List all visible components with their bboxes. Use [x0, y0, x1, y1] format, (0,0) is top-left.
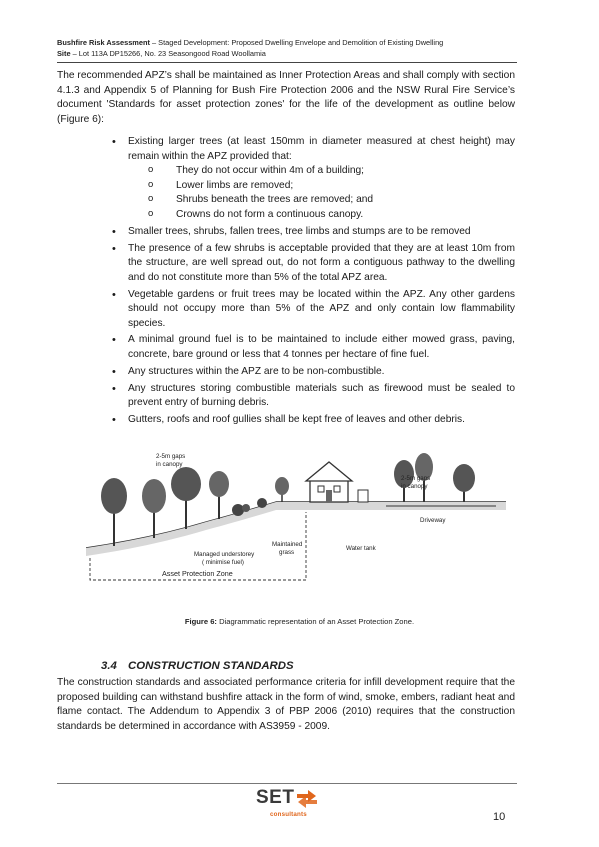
house-icon — [306, 462, 352, 502]
header-title-rest: – Staged Development: Proposed Dwelling Envelope and Demolition of Existing Dwelling — [149, 38, 444, 47]
logo-arrow-icon — [296, 790, 318, 808]
bullet-item: • Gutters, roofs and roof gullies shall be kept free of leaves and other debris. — [110, 413, 515, 428]
sub-bullet-item: o They do not occur within 4m of a building; — [128, 164, 515, 179]
caption-text: Diagrammatic representation of an Asset Protection Zone. — [216, 617, 415, 626]
shrub-icon — [257, 498, 267, 508]
apz-diagram — [86, 450, 506, 615]
apz-bullet-list — [110, 135, 515, 430]
label-understorey: Managed understorey — [194, 551, 255, 558]
header-line-2 — [57, 48, 517, 59]
header-site-bold: Site — [57, 49, 71, 58]
tree-icon — [142, 479, 166, 538]
tree-icon — [275, 477, 289, 502]
bullet-item: • Any structures within the APZ are to be non-combustible. — [110, 365, 515, 380]
water-tank-icon — [358, 490, 368, 502]
label-driveway: Driveway — [420, 517, 446, 524]
header-title-bold: Bushfire Risk Assessment — [57, 38, 150, 47]
tree-icon — [209, 471, 229, 519]
logo-subtitle: consultants — [270, 811, 307, 818]
caption-bold: Figure 6: — [184, 617, 217, 626]
label-grass: Maintained — [272, 541, 303, 548]
bullet-item: • Any structures storing combustible materials such as firewood must be sealed to prevent entry of burning debris. — [110, 382, 515, 411]
bullet-item: • Smaller trees, shrubs, fallen trees, tree limbs and stumps are to be removed — [110, 225, 515, 240]
shrub-icon — [232, 504, 244, 516]
sub-bullet-list — [128, 164, 515, 222]
figure-caption — [0, 617, 599, 626]
bullet-text: Existing larger trees (at least 150mm in diameter measured at chest height) may remain within the APZ provided that: — [128, 136, 515, 162]
header-line-1 — [57, 37, 517, 48]
tree-icon — [171, 467, 201, 529]
section-title-text: CONSTRUCTION STANDARDS — [128, 660, 294, 672]
intro-paragraph: The recommended APZ’s shall be maintained as Inner Protection Areas and shall comply with section 4.1.3 and Appendix 5 of Planning for Bush Fire Protection 2006 and the NSW Rural Fire Service’s document 'Standards for asset protection zones' for the life of the development as outline below (Figure 6): — [57, 70, 515, 125]
section-number: 3.4 — [101, 660, 117, 672]
construction-paragraph: The construction standards and associated performance criteria for infill development require that the proposed building can withstand bushfire attack in the form of wind, smoke, embers, radiant heat and flame contact. The Addendum to Appendix 3 of PBP 2006 (2010) requires that the construction standards be determined in accordance with AS3959 - 2009. — [57, 677, 515, 732]
sub-bullet-item: o Shrubs beneath the trees are removed; and — [128, 193, 515, 208]
label-water-tank: Water tank — [346, 545, 376, 552]
tree-icon — [453, 464, 475, 502]
header-site-rest: – Lot 113A DP15266, No. 23 Seasongood Road Woollamia — [70, 49, 266, 58]
footer-divider — [57, 783, 517, 784]
sub-bullet-item: o Crowns do not form a continuous canopy. — [128, 208, 515, 223]
label-grass-2: grass — [279, 549, 295, 556]
shrub-icon — [242, 504, 250, 512]
sub-bullet-item: o Lower limbs are removed; — [128, 179, 515, 194]
page-header — [57, 37, 517, 59]
tree-icon — [101, 478, 127, 546]
bullet-item: • Vegetable gardens or fruit trees may be located within the APZ. Any other gardens should not occupy more than 5% of the APZ and only contain low flammability species. — [110, 288, 515, 332]
label-understorey-2: ( minimise fuel) — [202, 559, 244, 566]
label-gaps-right-2: in canopy — [401, 483, 428, 490]
bullet-item: • The presence of a few shrubs is acceptable provided that they are at least 10m from the structure, are well spread out, do not form a contiguous pathway to the dwelling and do not constitute more than 5% of the total APZ area. — [110, 242, 515, 286]
label-gaps-left-2: in canopy — [156, 461, 183, 468]
bullet-item: • A minimal ground fuel is to be maintained to include either mowed grass, paving, concrete, bare ground or less that 4 tonnes per hectare of fine fuel. — [110, 333, 515, 362]
label-gaps-left: 2-5m gaps — [156, 453, 186, 460]
logo-text: SET — [256, 787, 295, 808]
label-gaps-right: 2-5m gaps — [401, 475, 431, 482]
header-divider — [57, 62, 517, 63]
company-logo — [256, 787, 326, 827]
section-heading — [101, 660, 294, 672]
bullet-item — [110, 135, 515, 223]
label-apz: Asset Protection Zone — [162, 569, 233, 578]
page-number: 10 — [493, 811, 506, 823]
